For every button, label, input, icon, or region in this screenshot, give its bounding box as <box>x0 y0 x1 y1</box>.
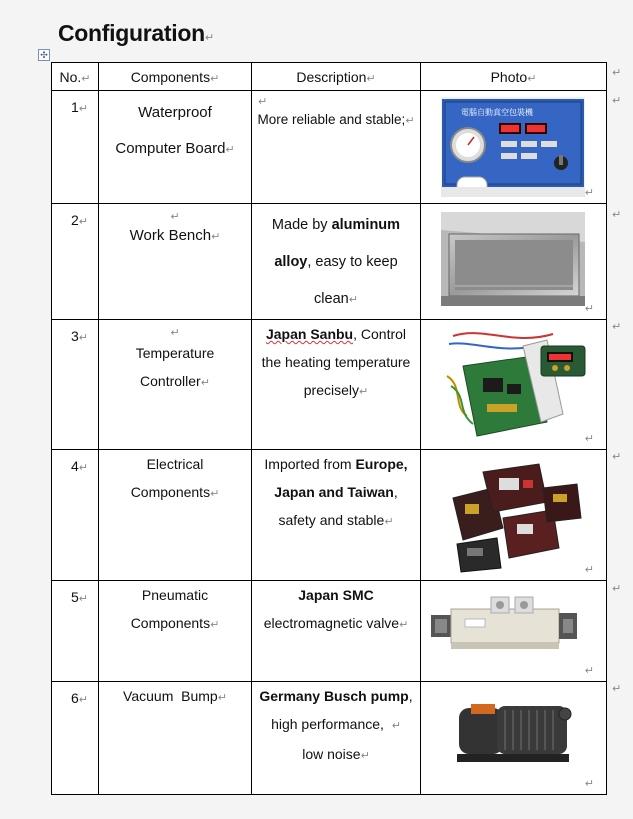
temperature-controller-image <box>443 326 593 444</box>
table-move-handle-icon[interactable]: ✣ <box>38 49 50 61</box>
component-description: ↵ More reliable and stable;↵ <box>252 91 421 204</box>
row-number: 6↵ <box>52 682 99 795</box>
row-end-mark: ↵ <box>612 321 622 333</box>
row-number: 1↵ <box>52 91 99 204</box>
table-row <box>52 581 607 682</box>
component-photo: ↵ <box>421 450 607 581</box>
work-bench-image <box>441 212 585 306</box>
component-description: Made by aluminum alloy, easy to keep clean↵ <box>252 204 421 320</box>
row-end-mark: ↵ <box>612 209 622 221</box>
component-description: Imported from Europe, Japan and Taiwan, safety and stable↵ <box>252 450 421 581</box>
component-name: Electrical Components↵ <box>99 450 252 581</box>
table-row <box>52 91 607 204</box>
panel-label: 電腦自動真空包裝機 <box>461 108 533 117</box>
electrical-components-image <box>443 458 583 574</box>
component-name: ↵ Temperature Controller↵ <box>99 320 252 450</box>
row-end-mark: ↵ <box>612 683 622 695</box>
row-number: 4↵ <box>52 450 99 581</box>
page-title: Configuration↵ <box>58 20 214 46</box>
table-row <box>52 320 607 450</box>
row-end-mark: ↵ <box>612 67 622 79</box>
header-photo: Photo↵ <box>421 63 607 91</box>
computer-board-image <box>441 97 585 197</box>
row-number: 3↵ <box>52 320 99 450</box>
component-name: ↵ Work Bench↵ <box>99 204 252 320</box>
component-photo: 電腦自動真空包裝機 ↵ <box>421 91 607 204</box>
vacuum-pump-image <box>453 694 583 768</box>
row-end-mark: ↵ <box>612 95 622 107</box>
component-name: Pneumatic Components↵ <box>99 581 252 682</box>
component-name: Waterproof Computer Board↵ <box>99 91 252 204</box>
component-description: Japan SMC electromagnetic valve↵ <box>252 581 421 682</box>
table-row <box>52 204 607 320</box>
component-description: Japan Sanbu, Control the heating temperature precisely↵ <box>252 320 421 450</box>
row-end-mark: ↵ <box>612 583 622 595</box>
table-row <box>52 682 607 795</box>
component-photo: ↵ <box>421 581 607 682</box>
header-no: No.↵ <box>52 63 99 91</box>
row-number: 5↵ <box>52 581 99 682</box>
component-name: Vacuum Bump↵ <box>99 682 252 795</box>
component-photo: ↵ <box>421 682 607 795</box>
component-photo: ↵ <box>421 204 607 320</box>
configuration-table <box>51 62 607 795</box>
row-end-mark: ↵ <box>612 451 622 463</box>
table-header-row <box>52 63 607 91</box>
row-number: 2↵ <box>52 204 99 320</box>
header-components: Components↵ <box>99 63 252 91</box>
component-photo: ↵ <box>421 320 607 450</box>
header-description: Description↵ <box>252 63 421 91</box>
table-row <box>52 450 607 581</box>
component-description: Germany Busch pump, high performance, ↵ low noise↵ <box>252 682 421 795</box>
pneumatic-valve-image <box>431 589 577 659</box>
